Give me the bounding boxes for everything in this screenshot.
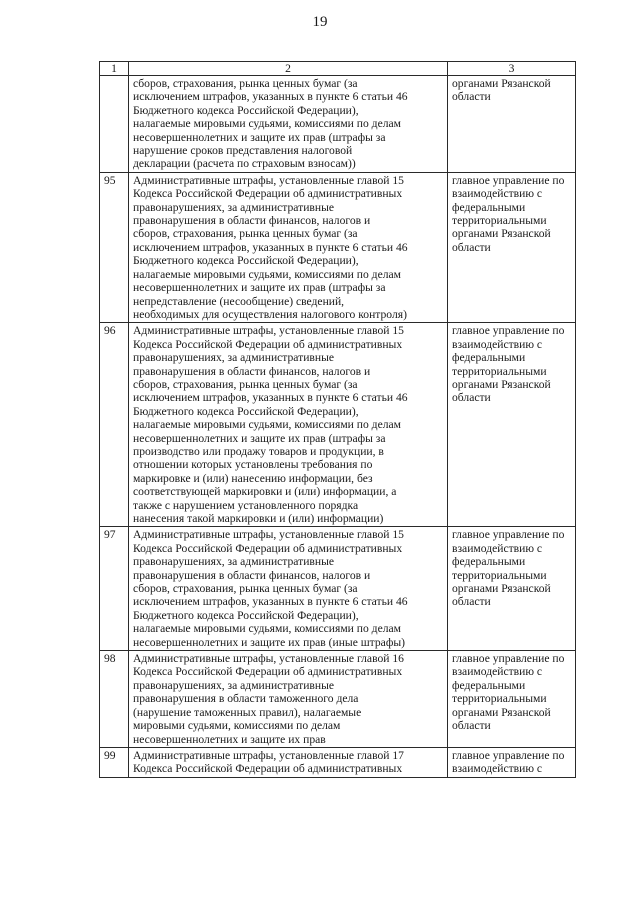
- description-text: Административные штрафы, установленные главой 15 Кодекса Российской Федерации об административных правонарушениях, за административные правонарушения в области финансов, налогов и сборов, страхования, рынка ценных бумаг (за исключением штрафов, указанных в пункте 6 статьи 46 Бюджетного кодекса Российской Федерации), налагаемые мировыми судьями, комиссиями по делам несовершеннолетних и защите их прав (штрафы за непредставление (несообщение) сведений, необходимых для осуществления налогового контроля): [133, 173, 408, 321]
- table-row: [100, 76, 576, 173]
- description-text: сборов, страхования, рынка ценных бумаг (за исключением штрафов, указанных в пункте 6 статьи 46 Бюджетного кодекса Российской Федерации), налагаемые мировыми судьями, комиссиями по делам несовершеннолетних и защите их прав (штрафы за нарушение сроков представления налоговой декларации (расчета по страховым взносам)): [133, 77, 408, 171]
- row-description: [129, 76, 448, 173]
- authority-text: главное управление по взаимодействию с федеральными территориальными органами Рязанской области: [452, 528, 565, 609]
- page-number: 19: [312, 14, 328, 30]
- row-number: 95: [100, 172, 129, 322]
- authority-text: органами Рязанской области: [452, 77, 551, 104]
- table-row: [100, 747, 576, 777]
- authority-text: главное управление по взаимодействию с федеральными территориальными органами Рязанской области: [452, 324, 565, 405]
- row-authority: [448, 172, 576, 322]
- header-row: [100, 62, 576, 76]
- column-header-authority: 3: [448, 62, 576, 76]
- fines-table: [99, 61, 576, 778]
- row-authority: [448, 527, 576, 651]
- row-description: [129, 651, 448, 748]
- authority-text: главное управление по взаимодействию с: [452, 748, 565, 776]
- authority-text: главное управление по взаимодействию с федеральными территориальными органами Рязанской области: [452, 652, 565, 733]
- row-authority: [448, 747, 576, 777]
- table-header: [100, 62, 576, 76]
- row-number: [100, 76, 129, 173]
- row-number: 98: [100, 651, 129, 748]
- row-number: 97: [100, 527, 129, 651]
- row-description: [129, 527, 448, 651]
- table-row: [100, 323, 576, 527]
- column-header-number: 1: [100, 62, 129, 76]
- description-text: Административные штрафы, установленные главой 17 Кодекса Российской Федерации об административных: [133, 748, 404, 776]
- authority-text: главное управление по взаимодействию с федеральными территориальными органами Рязанской области: [452, 173, 565, 254]
- row-description: [129, 323, 448, 527]
- row-authority: [448, 323, 576, 527]
- row-description: [129, 747, 448, 777]
- row-number: 96: [100, 323, 129, 527]
- row-authority: [448, 651, 576, 748]
- table-row: [100, 527, 576, 651]
- description-text: Административные штрафы, установленные главой 15 Кодекса Российской Федерации об административных правонарушениях, за административные правонарушения в области финансов, налогов и сборов, страхования, рынка ценных бумаг (за исключением штрафов, указанных в пункте 6 статьи 46 Бюджетного кодекса Российской Федерации), налагаемые мировыми судьями, комиссиями по делам несовершеннолетних и защите их прав (штрафы за производство или продажу товаров и продукции, в отношении которых установлены требования по маркировке и (или) нанесению информации, без соответствующей маркировки и (или) информации, а также с нарушением установленного порядка нанесения такой маркировки и (или) информации): [133, 324, 408, 525]
- row-description: [129, 172, 448, 322]
- row-authority: [448, 76, 576, 173]
- column-header-description: 2: [129, 62, 448, 76]
- row-number: 99: [100, 747, 129, 777]
- description-text: Административные штрафы, установленные главой 15 Кодекса Российской Федерации об административных правонарушениях, за административные правонарушения в области финансов, налогов и сборов, страхования, рынка ценных бумаг (за исключением штрафов, указанных в пункте 6 статьи 46 Бюджетного кодекса Российской Федерации), налагаемые мировыми судьями, комиссиями по делам несовершеннолетних и защите их прав (иные штрафы): [133, 528, 408, 649]
- table-row: [100, 651, 576, 748]
- table-row: [100, 172, 576, 322]
- description-text: Административные штрафы, установленные главой 16 Кодекса Российской Федерации об административных правонарушениях, за административные правонарушения в области таможенного дела (нарушение таможенных правил), налагаемые мировыми судьями, комиссиями по делам несовершеннолетних и защите их прав: [133, 652, 404, 746]
